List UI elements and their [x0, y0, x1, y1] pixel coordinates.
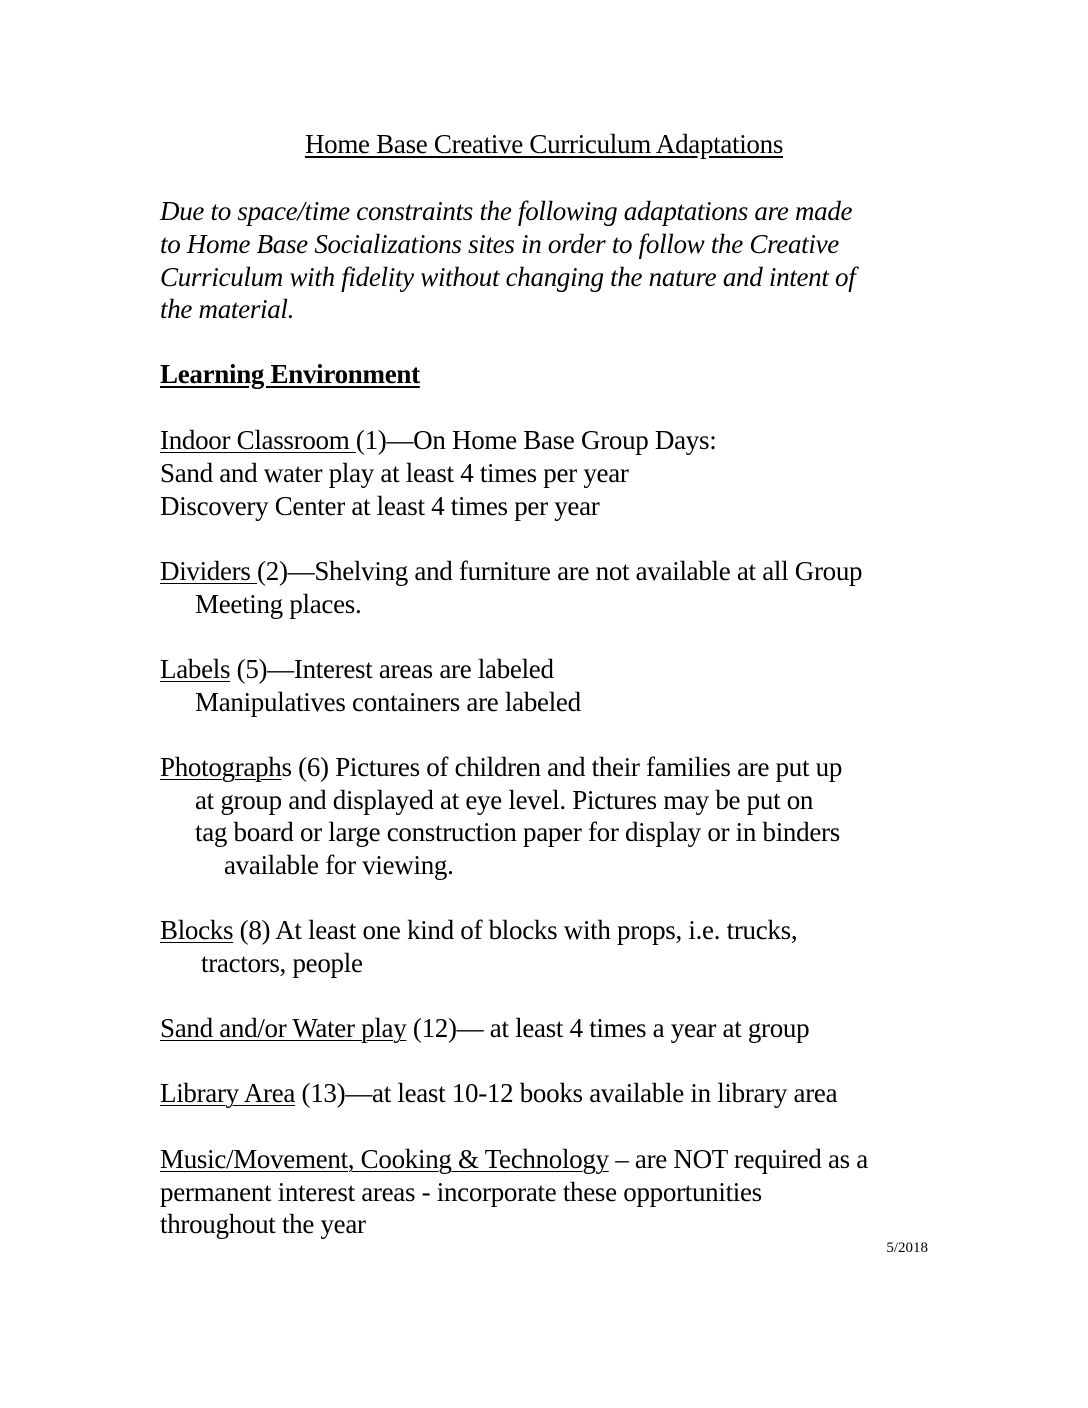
item-text: (1)—On Home Base Group Days: [355, 425, 717, 455]
item-text: (13)—at least 10-12 books available in library area [295, 1078, 838, 1108]
intro-line: the material. [160, 294, 295, 324]
item-label: Photograph [160, 752, 282, 782]
item-text: (12)— at least 4 times a year at group [406, 1013, 810, 1043]
item-label: Labels [160, 654, 231, 684]
item-text: (5)—Interest areas are labeled [230, 654, 554, 684]
item-label-tail: s [281, 752, 292, 782]
item-continuation: at group and displayed at eye level. Pictures may be put on [195, 785, 814, 815]
item-music-movement [160, 1143, 868, 1175]
document-date: 5/2018 [886, 1240, 928, 1256]
item-text: (8) At least one kind of blocks with props, i.e. trucks, [233, 915, 798, 945]
item-dividers [160, 555, 862, 587]
item-label: Indoor Classroom [160, 425, 356, 455]
item-indoor-classroom [160, 424, 716, 456]
document-title [0, 128, 1088, 160]
intro-line: to Home Base Socializations sites in order to follow the Creative [160, 229, 839, 259]
item-text: – are NOT required as a [608, 1144, 868, 1174]
item-continuation: tag board or large construction paper for display or in binders [195, 817, 840, 847]
item-sand-water-play [160, 1012, 809, 1044]
item-label: Dividers [160, 556, 258, 586]
item-label: Blocks [160, 915, 234, 945]
item-label: Sand and/or Water play [160, 1013, 407, 1043]
item-continuation: Manipulatives containers are labeled [195, 687, 581, 717]
item-continuation: throughout the year [160, 1209, 366, 1239]
item-labels [160, 653, 554, 685]
item-label: Library Area [160, 1078, 296, 1108]
item-text: (2)—Shelving and furniture are not available at all Group [257, 556, 863, 586]
item-continuation: Meeting places. [195, 589, 362, 619]
item-continuation: permanent interest areas - incorporate these opportunities [160, 1177, 762, 1207]
intro-line: Due to space/time constraints the following adaptations are made [160, 196, 853, 226]
intro-line: Curriculum with fidelity without changing the nature and intent of [160, 262, 856, 292]
item-continuation: Discovery Center at least 4 times per year [160, 491, 600, 521]
section-heading: Learning Environment [160, 359, 420, 389]
title-text: Home Base Creative Curriculum Adaptations [304, 129, 784, 159]
item-text: (6) Pictures of children and their families are put up [291, 752, 843, 782]
item-continuation: tractors, people [201, 948, 363, 978]
item-label: Music/Movement, Cooking & Technology [160, 1144, 609, 1174]
item-photographs [160, 751, 842, 783]
item-continuation: available for viewing. [224, 850, 454, 880]
item-continuation: Sand and water play at least 4 times per year [160, 458, 629, 488]
item-library-area [160, 1077, 837, 1109]
item-blocks [160, 914, 797, 946]
